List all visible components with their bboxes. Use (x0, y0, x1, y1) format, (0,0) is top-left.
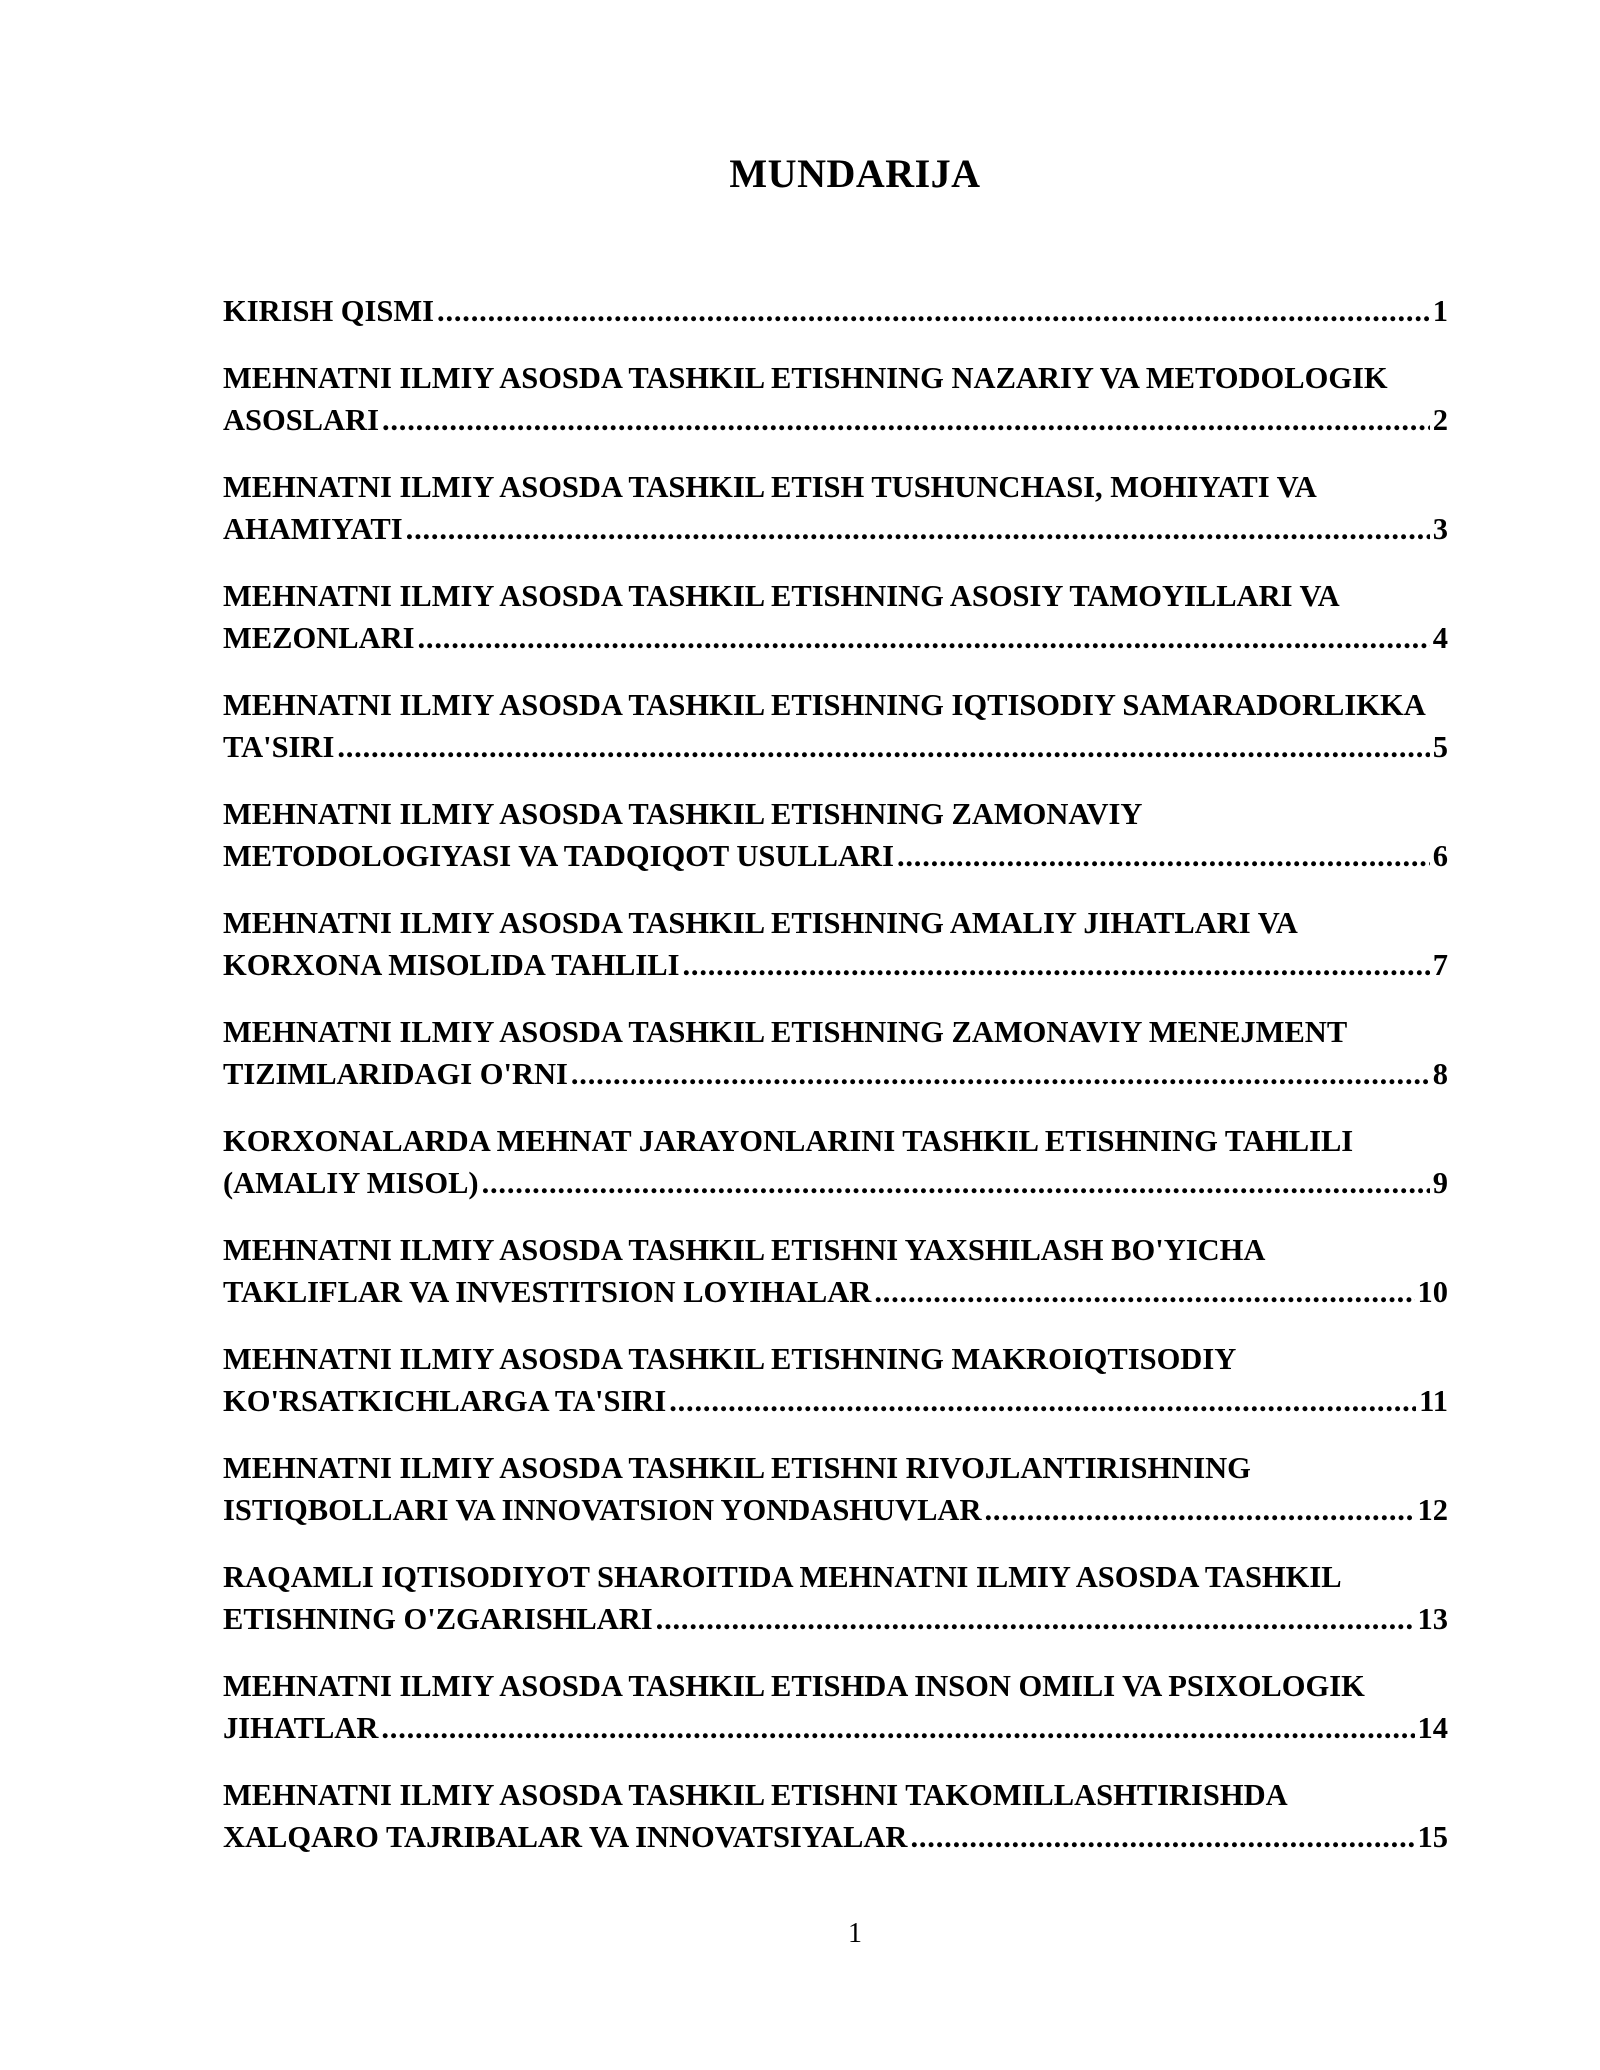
toc-entry[interactable] (223, 1120, 1448, 1204)
toc-entry-line1: MEHNATNI ILMIY ASOSDA TASHKIL ETISHNI YAXSHILASH BO'YICHA (223, 1233, 1266, 1267)
toc-entry[interactable] (223, 1556, 1448, 1640)
toc-entry[interactable] (223, 793, 1448, 877)
toc-entry-line1: MEHNATNI ILMIY ASOSDA TASHKIL ETISHNING ASOSIY TAMOYILLARI VA (223, 579, 1340, 613)
toc-entry[interactable] (223, 1665, 1448, 1749)
toc-entry-line2: AHAMIYATI (223, 512, 403, 546)
toc-entry[interactable] (223, 1338, 1448, 1422)
toc-entry[interactable] (223, 1774, 1448, 1858)
toc-page-number: 8 (1432, 1057, 1448, 1091)
leader-dots (656, 1598, 1415, 1640)
toc-page-number: 14 (1417, 1711, 1448, 1745)
leader-dots (897, 835, 1430, 877)
leader-dots (669, 1380, 1416, 1422)
leader-dots (682, 944, 1429, 986)
toc-entry[interactable] (223, 357, 1448, 441)
toc-entry-line1: MEHNATNI ILMIY ASOSDA TASHKIL ETISHNING AMALIY JIHATLARI VA (223, 906, 1298, 940)
leader-dots (984, 1489, 1414, 1531)
toc-entry[interactable] (223, 1447, 1448, 1531)
toc-entry-line2: KORXONA MISOLIDA TAHLILI (223, 948, 680, 982)
toc-entry-line1: RAQAMLI IQTISODIYOT SHAROITIDA MEHNATNI ILMIY ASOSDA TASHKIL (223, 1560, 1342, 1594)
toc-entry-line1: MEHNATNI ILMIY ASOSDA TASHKIL ETISHNING MAKROIQTISODIY (223, 1342, 1237, 1376)
toc-page-number: 6 (1432, 839, 1448, 873)
toc-entry-line1: KORXONALARDA MEHNAT JARAYONLARINI TASHKIL ETISHNING TAHLILI (223, 1124, 1354, 1158)
toc-page-number: 12 (1417, 1493, 1448, 1527)
toc-entry-line2: KIRISH QISMI (223, 294, 435, 328)
toc-page-number: 2 (1432, 403, 1448, 437)
toc-entry-line2: ISTIQBOLLARI VA INNOVATSION YONDASHUVLAR (223, 1493, 982, 1527)
toc-page-number: 11 (1419, 1384, 1448, 1418)
toc-entry-line1: MEHNATNI ILMIY ASOSDA TASHKIL ETISHNI RIVOJLANTIRISHNING (223, 1451, 1251, 1485)
toc-entry-line2: JIHATLAR (223, 1711, 379, 1745)
toc-entry-line2: KO'RSATKICHLARGA TA'SIRI (223, 1384, 667, 1418)
footer-page-number: 1 (848, 1918, 862, 1949)
leader-dots (406, 508, 1430, 550)
leader-dots (437, 290, 1430, 332)
toc-entry[interactable] (223, 466, 1448, 550)
toc-entry-line2: TIZIMLARIDAGI O'RNI (223, 1057, 568, 1091)
toc-entry[interactable] (223, 290, 1448, 332)
leader-dots (382, 399, 1430, 441)
toc-entry-line2: ASOSLARI (223, 403, 379, 437)
toc-page-number: 1 (1432, 294, 1448, 328)
table-of-contents (223, 290, 1448, 1883)
leader-dots (482, 1162, 1430, 1204)
toc-entry-line1: MEHNATNI ILMIY ASOSDA TASHKIL ETISH TUSHUNCHASI, MOHIYATI VA (223, 470, 1317, 504)
toc-page-number: 10 (1417, 1275, 1448, 1309)
toc-entry-line2: XALQARO TAJRIBALAR VA INNOVATSIYALAR (223, 1820, 908, 1854)
leader-dots (874, 1271, 1414, 1313)
toc-page-number: 3 (1432, 512, 1448, 546)
toc-entry-line2: ETISHNING O'ZGARISHLARI (223, 1602, 653, 1636)
toc-entry[interactable] (223, 1011, 1448, 1095)
toc-entry-line1: MEHNATNI ILMIY ASOSDA TASHKIL ETISHNING NAZARIY VA METODOLOGIK (223, 361, 1388, 395)
toc-entry-line1: MEHNATNI ILMIY ASOSDA TASHKIL ETISHNING ZAMONAVIY MENEJMENT (223, 1015, 1348, 1049)
toc-page-number: 15 (1417, 1820, 1448, 1854)
toc-entry-line1: MEHNATNI ILMIY ASOSDA TASHKIL ETISHNING IQTISODIY SAMARADORLIKKA (223, 688, 1426, 722)
toc-entry-line2: TAKLIFLAR VA INVESTITSION LOYIHALAR (223, 1275, 872, 1309)
toc-page-number: 13 (1417, 1602, 1448, 1636)
toc-entry-line2: TA'SIRI (223, 730, 335, 764)
toc-page-number: 9 (1432, 1166, 1448, 1200)
leader-dots (337, 726, 1429, 768)
leader-dots (418, 617, 1430, 659)
toc-entry[interactable] (223, 902, 1448, 986)
toc-entry-line1: MEHNATNI ILMIY ASOSDA TASHKIL ETISHNING ZAMONAVIY (223, 797, 1143, 831)
toc-entry[interactable] (223, 575, 1448, 659)
leader-dots (910, 1816, 1414, 1858)
toc-entry-line2: MEZONLARI (223, 621, 415, 655)
toc-page-number: 7 (1432, 948, 1448, 982)
toc-entry-line2: (AMALIY MISOL) (223, 1166, 479, 1200)
leader-dots (381, 1707, 1414, 1749)
toc-entry-line1: MEHNATNI ILMIY ASOSDA TASHKIL ETISHNI TAKOMILLASHTIRISHDA (223, 1778, 1288, 1812)
toc-page-number: 5 (1432, 730, 1448, 764)
leader-dots (571, 1053, 1430, 1095)
toc-entry-line1: MEHNATNI ILMIY ASOSDA TASHKIL ETISHDA INSON OMILI VA PSIXOLOGIK (223, 1669, 1365, 1703)
toc-entry[interactable] (223, 1229, 1448, 1313)
page-title: MUNDARIJA (729, 151, 981, 196)
toc-entry-line2: METODOLOGIYASI VA TADQIQOT USULLARI (223, 839, 894, 873)
toc-entry[interactable] (223, 684, 1448, 768)
toc-page-number: 4 (1432, 621, 1448, 655)
